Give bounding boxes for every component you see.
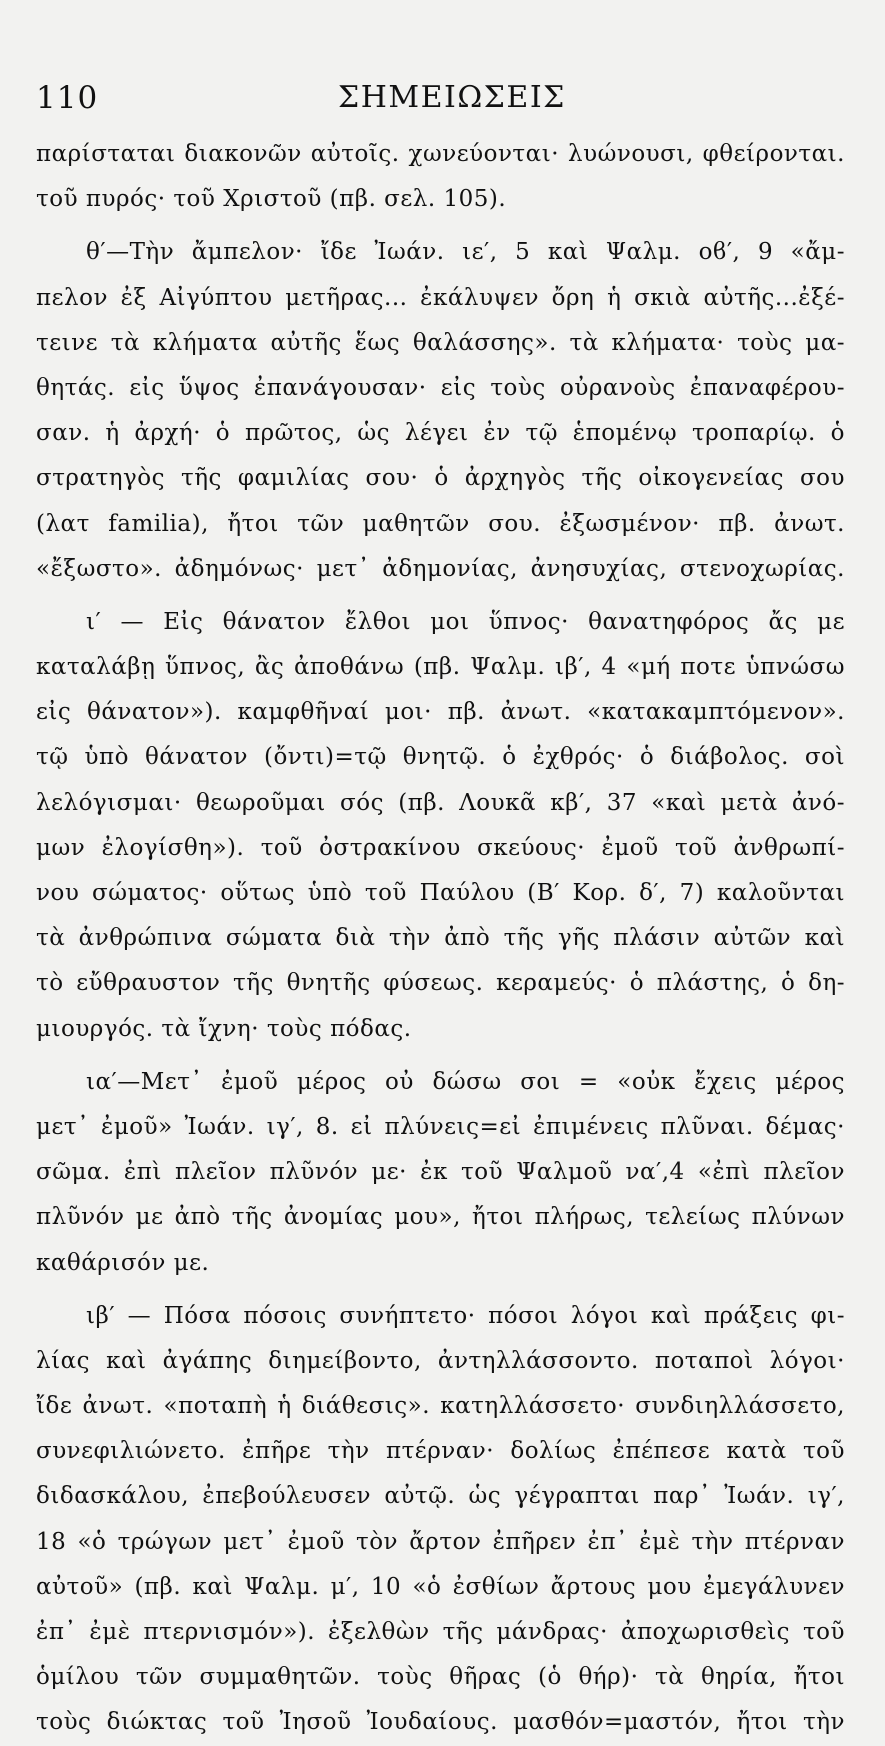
text-line: τοὺς διώκτας τοῦ Ἰησοῦ Ἰουδαίους. μασθόν=μαστόν, ἤτοι τὴν xyxy=(36,1709,845,1736)
text-line: θητάς. εἰς ὕψος ἐπανάγουσαν· εἰς τοὺς οὐρανοὺς ἐπαναφέρου- xyxy=(36,374,845,401)
text-line: θ′—Τὴν ἄμπελον· ἴδε Ἰωάν. ιε′, 5 καὶ Ψαλμ. οϐ′, 9 «ἄμ- xyxy=(86,239,845,266)
text-line: μιουργός. τὰ ἴχνη· τοὺς πόδας. xyxy=(36,1015,412,1042)
text-line: ι′ — Εἰς θάνατον ἔλθοι μοι ὕπνος· θανατηφόρος ἄς με xyxy=(86,608,845,635)
text-line: τὸ εὔθραυστον τῆς θνητῆς φύσεως. κεραμεύς· ὁ πλάστης, ὁ δη- xyxy=(36,970,845,997)
text-line: ὁμίλου τῶν συμμαθητῶν. τοὺς θῆρας (ὁ θήρ)· τὰ θηρία, ἤτοι xyxy=(36,1664,845,1691)
text-line: ιβ′ — Πόσα πόσοις συνήπτετο· πόσοι λόγοι καὶ πράξεις φι- xyxy=(86,1302,845,1329)
text-line: σῶμα. ἐπὶ πλεῖον πλῦνόν με· ἐκ τοῦ Ψαλμοῦ να′,4 «ἐπὶ πλεῖον xyxy=(36,1159,845,1186)
text-line: λίας καὶ ἀγάπης διημείβοντο, ἀντηλλάσσοντο. ποταποὶ λόγοι· xyxy=(36,1347,845,1374)
text-line: συνεφιλιώνετο. ἐπῆρε τὴν πτέρναν· δολίως ἐπέπεσε κατὰ τοῦ xyxy=(36,1438,845,1465)
text-line: παρίσταται διακονῶν αὐτοῖς. χωνεύονται· λυώνουσι, φθείρονται. xyxy=(36,141,845,167)
text-line: μετ᾿ ἐμοῦ» Ἰωάν. ιγ′, 8. εἰ πλύνεις=εἰ ἐπιμένεις πλῦναι. δέμας· xyxy=(36,1113,845,1140)
text-line: καταλάβῃ ὕπνος, ἂς ἀποθάνω (πβ. Ψαλμ. ιβ′, 4 «μή ποτε ὑπνώσω xyxy=(36,654,845,681)
text-line: 18 «ὁ τρώγων μετ᾿ ἐμοῦ τὸν ἄρτον ἐπῆρεν ἐπ᾿ ἐμὲ τὴν πτέρναν xyxy=(36,1528,845,1555)
text-line: διδασκάλου, ἐπεβούλευσεν αὐτῷ. ὡς γέγραπται παρ᾿ Ἰωάν. ιγ′, xyxy=(36,1483,845,1510)
text-line: πλῦνόν με ἀπὸ τῆς ἀνομίας μου», ἤτοι πλήρως, τελείως πλύνων xyxy=(36,1204,845,1231)
text-line: αὐτοῦ» (πβ. καὶ Ψαλμ. μ′, 10 «ὁ ἐσθίων ἄρτους μου ἐμεγάλυνεν xyxy=(36,1573,845,1600)
text-line: ἐπ᾿ ἐμὲ πτερνισμόν»). ἐξελθὼν τῆς μάνδρας· ἀποχωρισθεὶς τοῦ xyxy=(36,1619,845,1645)
text-line: μων ἐλογίσθη»). τοῦ ὀστρακίνου σκεύους· ἐμοῦ τοῦ ἀνθρωπί- xyxy=(36,834,845,861)
text-line: ἴδε ἀνωτ. «ποταπὴ ἡ διάθεσις». κατηλλάσσετο· συνδιηλλάσσετο, xyxy=(36,1393,845,1420)
notes-body xyxy=(36,132,845,1746)
text-line: τοῦ πυρός· τοῦ Χριστοῦ (πβ. σελ. 105). xyxy=(36,186,507,213)
text-line: καθάρισόν με. xyxy=(36,1249,210,1276)
running-title: ΣΗΜΕΙΩΣΕΙΣ xyxy=(338,80,566,115)
text-line: λελόγισμαι· θεωροῦμαι σός (πβ. Λουκᾶ κβ′, 37 «καὶ μετὰ ἀνό- xyxy=(36,789,845,816)
text-line: (λατ familia), ἤτοι τῶν μαθητῶν σου. ἐξωσμένον· πβ. ἀνωτ. xyxy=(36,510,845,537)
page-header xyxy=(36,70,845,130)
text-line: νου σώματος· οὕτως ὑπὸ τοῦ Παύλου (Β′ Κορ. δ′, 7) καλοῦνται xyxy=(36,880,845,906)
text-line: πελον ἐξ Αἰγύπτου μετῆρας... ἐκάλυψεν ὄρη ἡ σκιὰ αὐτῆς...ἐξέ- xyxy=(36,284,845,311)
page-number: 110 xyxy=(36,80,99,116)
text-line: «ἔξωστο». ἀδημόνως· μετ᾿ ἀδημονίας, ἀνησυχίας, στενοχωρίας. xyxy=(36,555,845,582)
text-line: ια′—Μετ᾿ ἐμοῦ μέρος οὐ δώσω σοι = «οὐκ ἔχεις μέρος xyxy=(86,1068,845,1095)
text-line: στρατηγὸς τῆς φαμιλίας σου· ὁ ἀρχηγὸς τῆς οἰκογενείας σου xyxy=(36,465,845,492)
text-line: εἰς θάνατον»). καμφθῆναί μοι· πβ. ἀνωτ. «κατακαμπτόμενον». xyxy=(36,699,845,726)
text-line: τῷ ὑπὸ θάνατον (ὄντι)=τῷ θνητῷ. ὁ ἐχθρός· ὁ διάβολος. σοὶ xyxy=(36,744,845,771)
text-line: σαν. ἡ ἀρχή· ὁ πρῶτος, ὡς λέγει ἐν τῷ ἑπομένῳ τροπαρίῳ. ὁ xyxy=(36,420,845,447)
text-line: τεινε τὰ κλήματα αὐτῆς ἕως θαλάσσης». τὰ κλήματα· τοὺς μα- xyxy=(36,329,845,356)
text-line: τὰ ἀνθρώπινα σώματα διὰ τὴν ἀπὸ τῆς γῆς πλάσιν αὐτῶν καὶ xyxy=(36,925,845,952)
